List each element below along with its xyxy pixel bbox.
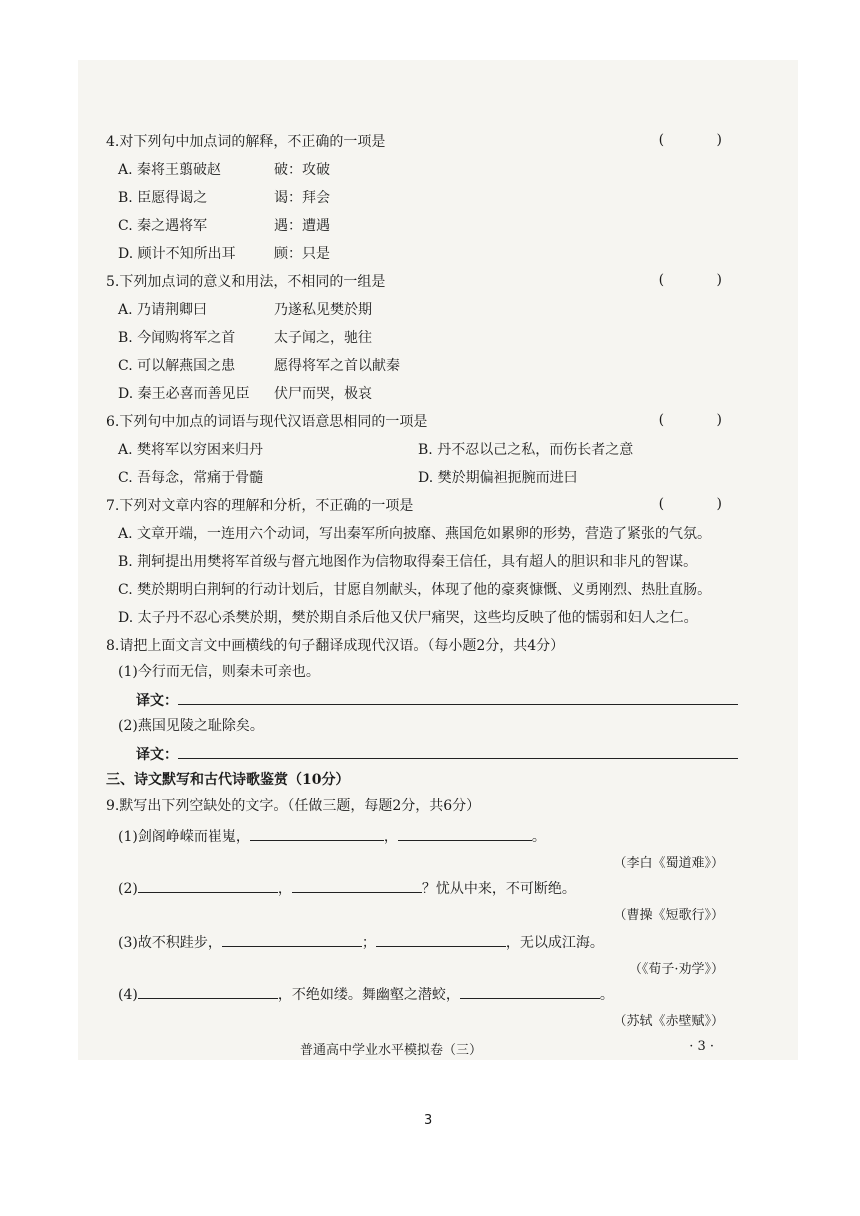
q5-option-a: A. 乃请荆卿曰 — [118, 302, 208, 318]
q5-option-d: D. 秦王必喜而善见臣 — [118, 386, 250, 402]
q9-item-4-blank-2[interactable] — [460, 984, 600, 999]
q6-option-d: D. 樊於期偏袒扼腕而进曰 — [418, 470, 578, 486]
q9-item-4-end: 。 — [599, 987, 614, 1003]
q9-item-1-prefix: (1)剑阁峥嵘而崔嵬， — [118, 829, 250, 845]
q7-option-d: D. 太子丹不忍心杀樊於期，樊於期自杀后他又伏尸痛哭，这些均反映了他的懦弱和妇人之仁。 — [118, 610, 698, 626]
q4-stem: 4.对下列句中加点词的解释，不正确的一项是 — [106, 134, 386, 150]
q8-sentence-1: (1)今行而无信，则秦未可亲也。 — [118, 664, 320, 680]
q9-item-2-sep: ， — [277, 881, 292, 897]
q9-item-2-prefix: (2) — [118, 881, 138, 897]
q5-option-b: B. 今闻购将军之首 — [118, 330, 236, 346]
q9-item-4-blank-1[interactable] — [138, 984, 278, 999]
q7-stem: 7.下列对文章内容的理解和分析，不正确的一项是 — [106, 498, 414, 514]
q9-item-3 — [118, 932, 604, 953]
q7-option-c: C. 樊於期明白荆轲的行动计划后，甘愿自刎献头，体现了他的豪爽慷慨、义勇刚烈、热肚直肠。 — [118, 582, 712, 598]
q4-option-a: A. 秦将王翦破赵 — [118, 162, 222, 178]
q5-option-c-pair: 愿得将军之首以献秦 — [274, 358, 400, 374]
q9-item-1 — [118, 826, 546, 847]
q4-answer-paren: ( ) — [658, 132, 746, 148]
q9-item-1-sep: ， — [383, 829, 398, 845]
q9-item-4-sep: ，不绝如缕。舞幽壑之潜蛟， — [277, 987, 460, 1003]
q9-item-4-prefix: (4) — [118, 987, 138, 1003]
q9-item-1-source: （李白《蜀道难》） — [613, 856, 724, 871]
q9-stem: 9.默写出下列空缺处的文字。（任做三题，每题2分，共6分） — [106, 798, 481, 814]
translation-label: 译文： — [136, 693, 178, 709]
q9-item-1-blank-1[interactable] — [250, 826, 384, 841]
q9-item-1-blank-2[interactable] — [398, 826, 532, 841]
q6-option-b: B. 丹不忍以己之私，而伤长者之意 — [418, 442, 634, 458]
q9-item-1-end: 。 — [531, 829, 546, 845]
q7-option-b: B. 荆轲提出用樊将军首级与督亢地图作为信物取得秦王信任，具有超人的胆识和非凡的智谋。 — [118, 554, 698, 570]
page-number: 3 — [424, 1113, 433, 1128]
q4-option-c: C. 秦之遇将军 — [118, 218, 208, 234]
q4-option-b-gloss: 谒：拜会 — [274, 190, 330, 206]
q9-item-2 — [118, 878, 576, 899]
translation-1-blank[interactable] — [178, 690, 738, 705]
q8-sentence-2: (2)燕国见陵之耻除矣。 — [118, 718, 264, 734]
q9-item-3-end: ，无以成江海。 — [505, 935, 604, 951]
q9-item-3-sep: ； — [361, 935, 376, 951]
q5-stem: 5.下列加点词的意义和用法，不相同的一组是 — [106, 274, 386, 290]
q9-item-3-blank-1[interactable] — [222, 932, 362, 947]
q8-translation-2 — [136, 744, 738, 765]
q9-item-3-prefix: (3)故不积跬步， — [118, 935, 222, 951]
q9-item-3-blank-2[interactable] — [376, 932, 506, 947]
translation-2-blank[interactable] — [178, 744, 738, 759]
q9-item-2-blank-1[interactable] — [138, 878, 278, 893]
q5-option-d-pair: 伏尸而哭，极哀 — [274, 386, 372, 402]
q6-stem: 6.下列句中加点的词语与现代汉语意思相同的一项是 — [106, 414, 428, 430]
q5-answer-paren: ( ) — [658, 272, 746, 288]
exam-footer-page: · 3 · — [689, 1039, 714, 1054]
q4-option-d: D. 顾计不知所出耳 — [118, 246, 236, 262]
q4-option-b: B. 臣愿得谒之 — [118, 190, 208, 206]
q6-option-c: C. 吾每念，常痛于骨髓 — [118, 470, 264, 486]
q9-item-4-source: （苏轼《赤壁赋》） — [613, 1014, 724, 1029]
q6-answer-paren: ( ) — [658, 412, 746, 428]
q4-option-c-gloss: 遇：遭遇 — [274, 218, 330, 234]
q9-item-4 — [118, 984, 614, 1005]
q5-option-c: C. 可以解燕国之患 — [118, 358, 236, 374]
section-3-heading: 三、诗文默写和古代诗歌鉴赏（10分） — [106, 772, 350, 788]
q7-answer-paren: ( ) — [658, 496, 746, 512]
q7-option-a: A. 文章开端，一连用六个动词，写出秦军所向披靡、燕国危如累卵的形势，营造了紧张的气氛。 — [118, 526, 712, 542]
q9-item-2-end: ？忧从中来，不可断绝。 — [421, 881, 576, 897]
q6-option-a: A. 樊将军以穷困来归丹 — [118, 442, 264, 458]
translation-label: 译文： — [136, 747, 178, 763]
q4-option-d-gloss: 顾：只是 — [274, 246, 330, 262]
q5-option-b-pair: 太子闻之，驰往 — [274, 330, 372, 346]
q4-option-a-gloss: 破：攻破 — [274, 162, 330, 178]
q9-item-2-source: （曹操《短歌行》） — [613, 908, 724, 923]
q8-stem: 8.请把上面文言文中画横线的句子翻译成现代汉语。（每小题2分，共4分） — [106, 638, 565, 654]
q5-option-a-pair: 乃遂私见樊於期 — [274, 302, 372, 318]
q9-item-2-blank-2[interactable] — [292, 878, 422, 893]
q9-item-3-source: （《荀子·劝学》） — [628, 962, 724, 977]
exam-footer-title: 普通高中学业水平模拟卷（三） — [300, 1043, 483, 1058]
q8-translation-1 — [136, 690, 738, 711]
